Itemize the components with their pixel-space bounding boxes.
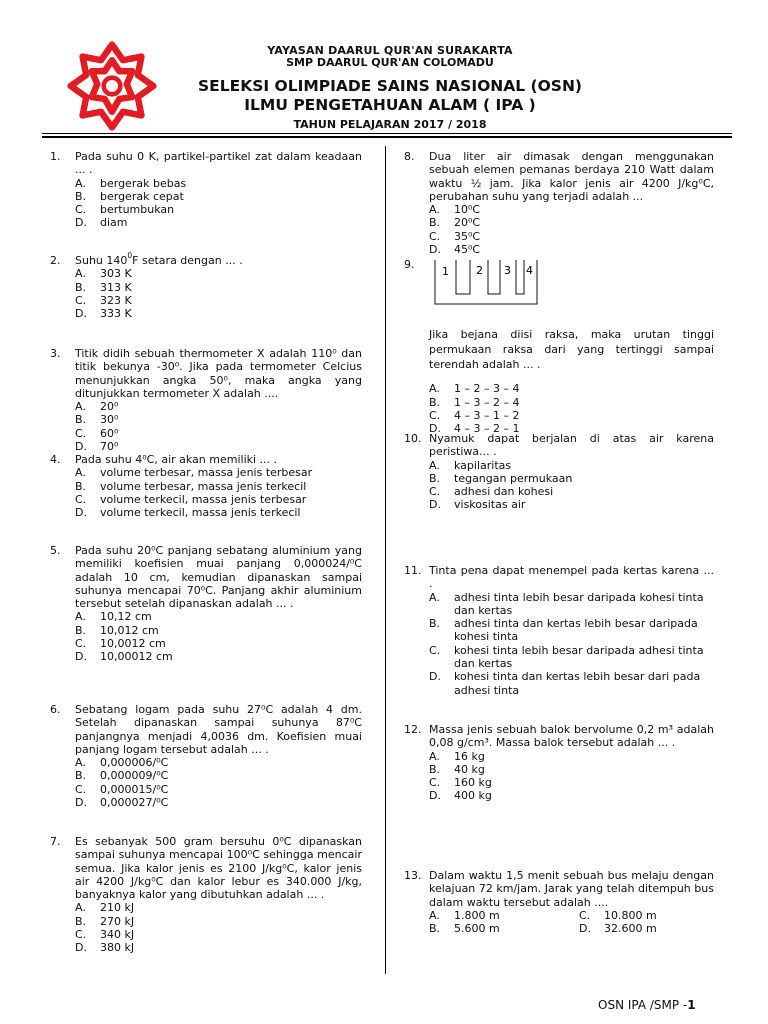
header-rule: [42, 133, 732, 134]
options: [50, 901, 362, 954]
page-number: 1: [687, 998, 696, 1012]
option-d: D. 10,00012 cm: [75, 650, 173, 664]
school-logo: [66, 40, 158, 132]
option-c: C. 60⁰: [75, 426, 119, 440]
question-text: Nyamuk dapat berjalan di atas air karena peristiwa... .: [429, 432, 714, 459]
option-c: C. 4 – 3 – 1 – 2: [429, 408, 520, 422]
options: [404, 382, 714, 435]
option-d: D. viskositas air: [429, 498, 526, 512]
question-text: Suhu $140^0F$ setara dengan ... .: [75, 251, 243, 267]
school-name: SMP DAARUL QUR'AN COLOMADU: [286, 56, 494, 69]
option-a: A. adhesi tinta lebih besar daripada kohesi tinta dan kertas: [429, 590, 704, 617]
option-d: D. 0,000027/⁰C: [75, 796, 169, 810]
question-7: 7. Es sebanyak 500 gram bersuhu 0⁰C dipanaskan sampai suhunya mencapai 100⁰C sehingga mencair semua. Jika kalor jenis es 2100 J/kg⁰C, kalor jenis air 4200 J/kg⁰C dan kalor lebur es 340.000 J/kg, banyaknya kalor yang dibutuhkan adalah ... . A. 210 kJ B. 270 kJ C. 340 kJ D. 380 kJ: [50, 835, 362, 955]
option-c: C. adhesi dan kohesi: [429, 485, 554, 499]
options: [50, 267, 362, 320]
option-b: B. 0,000009/⁰C: [75, 769, 169, 783]
option-c: C. 323 K: [75, 293, 132, 307]
option-a: A. volume terbesar, massa jenis terbesar: [75, 466, 313, 480]
option-b: B. 40 kg: [429, 762, 485, 776]
question-text: Pada suhu 4⁰C, air akan memiliki ... .: [75, 453, 278, 466]
option-b: B. 10,012 cm: [75, 623, 159, 637]
options: [50, 400, 362, 453]
option-b: B. bergerak cepat: [75, 189, 184, 203]
exam-title: SELEKSI OLIMPIADE SAINS NASIONAL (OSN): [197, 77, 583, 95]
option-a: A. 1 – 2 – 3 – 4: [429, 382, 520, 396]
option-b: B. 30⁰: [75, 413, 119, 427]
question-4: 4. Pada suhu 4⁰C, air akan memiliki ... . A. volume terbesar, massa jenis terbesar B. volume terbesar, massa jenis terkecil C. volume terkecil, massa jenis terbesar D. volume terkecil, massa jenis terkecil: [50, 453, 362, 519]
option-c: C. 35⁰C: [429, 229, 481, 243]
option-c: C. 0,000015/⁰C: [75, 782, 169, 796]
options: [50, 756, 362, 809]
option-b: B. 313 K: [75, 280, 132, 294]
question-9: 9. 1 2 3 4 Jika bejana diisi raksa, maka urutan tinggi permukaan raksa dari yang tertinggi sampai terendah adalah ... . A. 1 – 2 – 3 – 4 B. 1 – 3 – 2 – 4 C. 4 – 3 – 1 – 2 D. 4 – 3 – 2 – 1: [404, 258, 714, 436]
option-a: A. 0,000006/⁰C: [75, 756, 169, 770]
question-text: Dalam waktu 1,5 menit sebuah bus melaju dengan kelajuan 72 km/jam. Jarak yang telah ditempuh bus dalam waktu tersebut adalah ....: [429, 869, 714, 909]
exam-subject: ILMU PENGETAHUAN ALAM ( IPA ): [244, 96, 536, 114]
page-footer: [598, 998, 696, 1012]
option-d: D. 333 K: [75, 307, 132, 321]
option-b: B. 20⁰C: [429, 216, 481, 230]
option-c: C. 160 kg: [429, 776, 492, 790]
vessel-label-4: 4: [526, 264, 533, 277]
option-d: D. volume terkecil, massa jenis terkecil: [75, 506, 301, 520]
question-text: Pada suhu 20⁰C panjang sebatang aluminium yang memiliki koefisien muai panjang 0,000024/⁰C adalah 10 cm, kemudian dipanaskan sampai suhunya mencapai 70⁰C. Panjang akhir aluminium tersebut setelah dipanaskan adalah ... .: [75, 544, 362, 611]
footer-label: OSN IPA /SMP -: [598, 998, 688, 1012]
option-a: A. 10⁰C: [429, 203, 481, 217]
question-8: 8. Dua liter air dimasak dengan menggunakan sebuah elemen pemanas berdaya 210 Watt dalam waktu ½ jam. Jika kalor jenis air 4200 J/kg⁰C, perubahan suhu yang terjadi adalah ... A. 10⁰C B. 20⁰C C. 35⁰C D. 45⁰C: [404, 150, 714, 257]
option-b: B. 5.600 m: [429, 922, 500, 936]
question-10: 10. Nyamuk dapat berjalan di atas air karena peristiwa... . A. kapilaritas B. tegangan permukaan C. adhesi dan kohesi D. viskositas air: [404, 432, 714, 512]
option-d: D. kohesi tinta dan kertas lebih besar dari pada adhesi tinta: [429, 670, 701, 697]
option-d: D. diam: [75, 216, 128, 230]
option-c: C. 10.800 m: [579, 908, 657, 922]
foundation-name: YAYASAN DAARUL QUR'AN SURAKARTA: [267, 44, 513, 57]
question-2: 2. Suhu $140^0F$ setara dengan ... . A. 303 K B. 313 K C. 323 K D. 333 K: [50, 254, 362, 320]
option-a: A. 10,12 cm: [75, 610, 152, 624]
option-c: C. 10,0012 cm: [75, 637, 166, 651]
question-text: Sebatang logam pada suhu 27⁰C adalah 4 dm. Setelah dipanaskan sampai suhunya 87⁰C panjangnya menjadi 4,0036 dm. Koefisien muai panjang logam tersebut adalah ... .: [75, 703, 362, 756]
vessel-label-3: 3: [504, 264, 511, 277]
question-text: Jika bejana diisi raksa, maka urutan tinggi permukaan raksa dari yang tertinggi sampai terendah adalah ... .: [429, 328, 714, 372]
option-d: D. 400 kg: [429, 789, 492, 803]
option-a: A. bergerak bebas: [75, 176, 187, 190]
option-b: B. 1 – 3 – 2 – 4: [429, 395, 520, 409]
column-divider: [385, 146, 386, 974]
option-a: A. 1.800 m: [429, 908, 500, 922]
vessel-label-2: 2: [476, 264, 483, 277]
options: [404, 591, 714, 697]
options: [404, 750, 714, 803]
option-a: A. 16 kg: [429, 749, 485, 763]
question-text: Titik didih sebuah thermometer X adalah 110⁰ dan titik bekunya -30⁰. Jika pada termometer Celcius menunjukkan angka 50⁰, maka angka yang ditunjukkan termometer X adalah ....: [75, 347, 362, 400]
option-a: A. 303 K: [75, 267, 132, 281]
question-text: Tinta pena dapat menempel pada kertas karena ... .: [429, 564, 714, 591]
option-d: D. 32.600 m: [579, 922, 657, 936]
options: [404, 203, 714, 256]
option-d: D. 4 – 3 – 2 – 1: [429, 422, 520, 436]
option-b: B. tegangan permukaan: [429, 471, 573, 485]
question-1: 1. Pada suhu 0 K, partikel-partikel zat dalam keadaan ... . A. bergerak bebas B. bergerak cepat C. bertumbukan D. diam: [50, 150, 362, 230]
question-text: Pada suhu 0 K, partikel-partikel zat dalam keadaan ... .: [75, 150, 362, 177]
question-11: 11. Tinta pena dapat menempel pada kertas karena ... . A. adhesi tinta lebih besar daripada kohesi tinta dan kertas B. adhesi tinta dan kertas lebih besar daripada kohesi tinta C. kohesi tinta lebih besar daripada adhesi tinta dan kertas D. kohesi tinta dan kertas lebih besar dari pada adhesi tinta: [404, 564, 714, 697]
option-a: A. kapilaritas: [429, 458, 512, 472]
option-d: D. 45⁰C: [429, 243, 481, 257]
option-c: C. bertumbukan: [75, 203, 175, 217]
question-13: 13. Dalam waktu 1,5 menit sebuah bus melaju dengan kelajuan 72 km/jam. Jarak yang telah ditempuh bus dalam waktu tersebut adalah .... A. 1.800 m C. 10.800 m B. 5.600 m D. 32.600 m: [404, 869, 714, 935]
question-text: Massa jenis sebuah balok bervolume 0,2 m³ adalah 0,08 g/cm³. Massa balok tersebut adalah ... .: [429, 723, 714, 750]
options: [404, 459, 714, 512]
question-text: Dua liter air dimasak dengan menggunakan sebuah elemen pemanas berdaya 210 Watt dalam waktu ½ jam. Jika kalor jenis air 4200 J/kg⁰C, perubahan suhu yang terjadi adalah ...: [429, 150, 714, 203]
option-b: B. volume terbesar, massa jenis terkecil: [75, 479, 307, 493]
option-c: C. volume terkecil, massa jenis terbesar: [75, 492, 307, 506]
option-d: D. 70⁰: [75, 440, 119, 454]
options: [50, 610, 362, 663]
option-c: C. kohesi tinta lebih besar daripada adhesi tinta dan kertas: [429, 643, 704, 671]
option-b: B. adhesi tinta dan kertas lebih besar daripada kohesi tinta: [429, 617, 698, 644]
options: [50, 466, 362, 519]
connected-vessels-figure: [430, 258, 542, 310]
question-5: 5. Pada suhu 20⁰C panjang sebatang aluminium yang memiliki koefisien muai panjang 0,000024/⁰C adalah 10 cm, kemudian dipanaskan sampai suhunya mencapai 70⁰C. Panjang akhir aluminium tersebut setelah dipanaskan adalah ... . A. 10,12 cm B. 10,012 cm C. 10,0012 cm D. 10,00012 cm: [50, 544, 362, 664]
header-rule-thick: [42, 136, 732, 138]
question-3: 3. Titik didih sebuah thermometer X adalah 110⁰ dan titik bekunya -30⁰. Jika pada termometer Celcius menunjukkan angka 50⁰, maka angka yang ditunjukkan termometer X adalah .... A. 20⁰ B. 30⁰ C. 60⁰ D. 70⁰: [50, 347, 362, 454]
option-c: C. 340 kJ: [75, 928, 135, 942]
question-12: 12. Massa jenis sebuah balok bervolume 0,2 m³ adalah 0,08 g/cm³. Massa balok tersebut adalah ... . A. 16 kg B. 40 kg C. 160 kg D. 400 kg: [404, 723, 714, 803]
academic-year: TAHUN PELAJARAN 2017 / 2018: [293, 118, 487, 131]
options: [404, 909, 714, 936]
question-6: 6. Sebatang logam pada suhu 27⁰C adalah 4 dm. Setelah dipanaskan sampai suhunya 87⁰C panjangnya menjadi 4,0036 dm. Koefisien muai panjang logam tersebut adalah ... . A. 0,000006/⁰C B. 0,000009/⁰C C. 0,000015/⁰C D. 0,000027/⁰C: [50, 703, 362, 810]
option-a: A. 210 kJ: [75, 901, 135, 915]
option-a: A. 20⁰: [75, 400, 119, 414]
option-d: D. 380 kJ: [75, 941, 135, 955]
options: [50, 177, 362, 230]
question-text: Es sebanyak 500 gram bersuhu 0⁰C dipanaskan sampai suhunya mencapai 100⁰C sehingga mencair semua. Jika kalor jenis es 2100 J/kg⁰C, kalor jenis air 4200 J/kg⁰C dan kalor lebur es 340.000 J/kg, banyaknya kalor yang dibutuhkan adalah ... .: [75, 835, 362, 902]
vessel-label-1: 1: [442, 265, 449, 278]
option-b: B. 270 kJ: [75, 914, 135, 928]
